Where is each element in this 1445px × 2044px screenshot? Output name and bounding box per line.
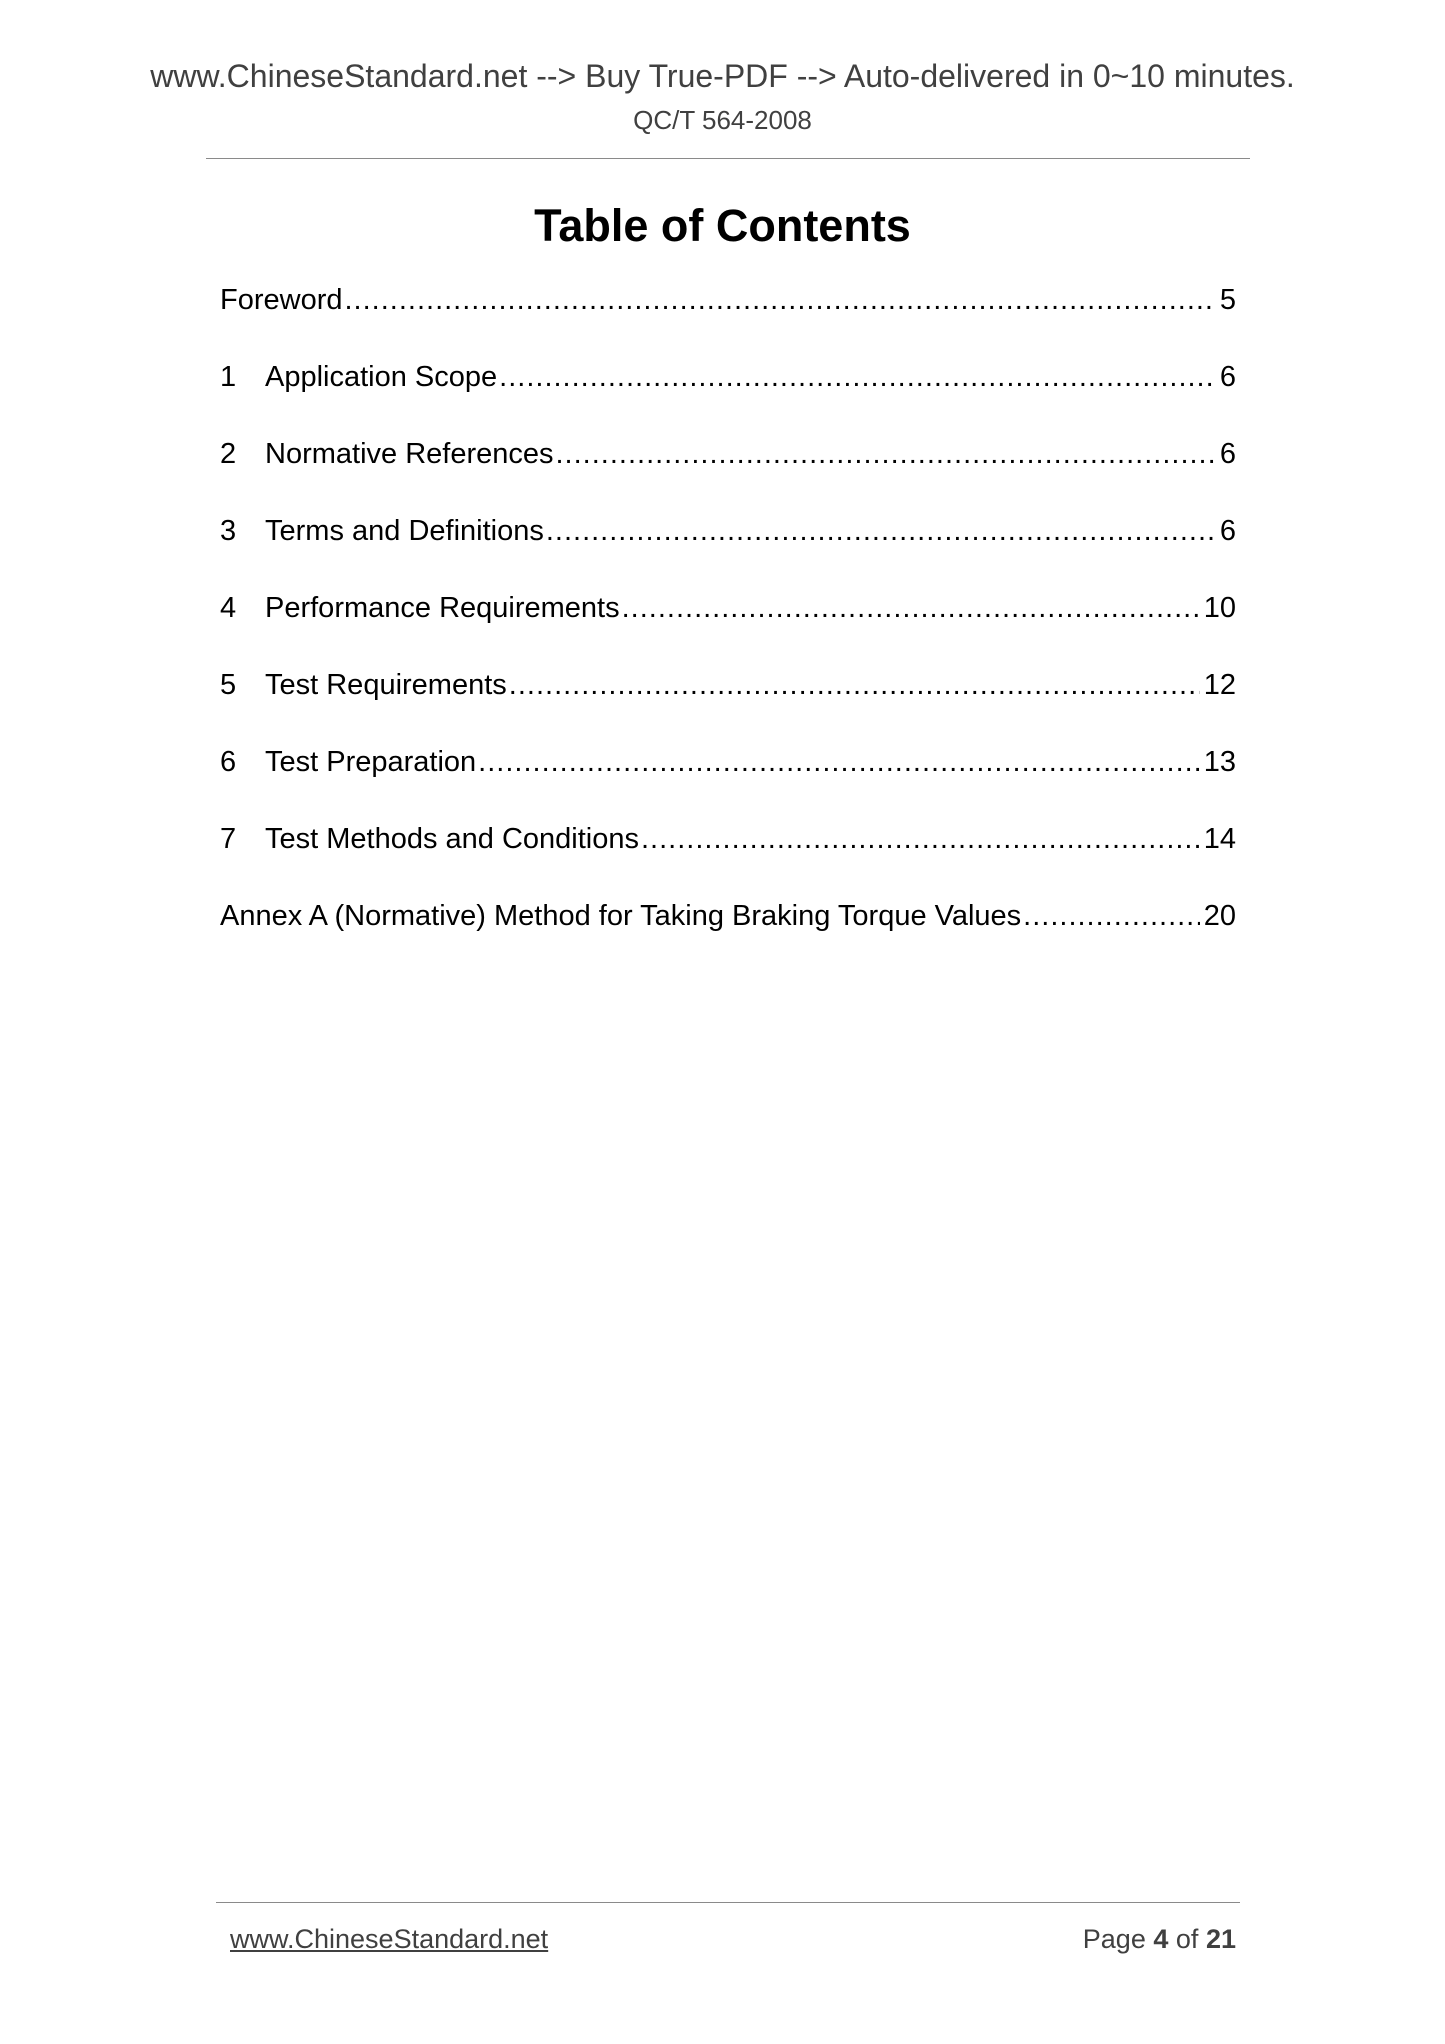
toc-leader-dots bbox=[556, 434, 1216, 474]
toc-leader-dots bbox=[622, 588, 1200, 628]
page-number-prefix: Page bbox=[1082, 1924, 1146, 1954]
toc-entry-page: 6 bbox=[1219, 361, 1236, 393]
toc-entry-page: 5 bbox=[1219, 284, 1236, 316]
toc-entry-terms-and-definitions[interactable] bbox=[220, 511, 1236, 551]
toc-entry-performance-requirements[interactable] bbox=[220, 588, 1236, 628]
toc-entry-title: Test Requirements bbox=[265, 669, 507, 701]
toc-entry-title: Application Scope bbox=[265, 361, 498, 393]
toc-entry-title: Test Preparation bbox=[265, 746, 477, 778]
toc-leader-dots bbox=[345, 280, 1216, 320]
toc-leader-dots bbox=[546, 511, 1216, 551]
toc-leader-dots bbox=[478, 742, 1200, 782]
page-number-of: of bbox=[1175, 1924, 1199, 1954]
toc-entry-title: Normative References bbox=[265, 438, 554, 470]
toc-entry-number: 7 bbox=[220, 823, 237, 855]
toc-entry-title: Foreword bbox=[220, 284, 343, 316]
header-divider bbox=[206, 158, 1250, 159]
toc-entry-title: Performance Requirements bbox=[265, 592, 620, 624]
toc-leader-dots bbox=[499, 357, 1216, 397]
page-number-total: 21 bbox=[1205, 1924, 1236, 1954]
toc-entry-page: 6 bbox=[1219, 515, 1236, 547]
toc-entry-page: 10 bbox=[1203, 592, 1236, 624]
page-number bbox=[1083, 1922, 1236, 1956]
toc-entry-number: 5 bbox=[220, 669, 237, 701]
toc-entry-test-requirements[interactable] bbox=[220, 665, 1236, 705]
toc-entry-test-methods-and-conditions[interactable] bbox=[220, 819, 1236, 859]
footer-divider bbox=[216, 1902, 1240, 1903]
page-number-current: 4 bbox=[1153, 1924, 1169, 1954]
toc-entry-number: 1 bbox=[220, 361, 237, 393]
toc-entry-number: 3 bbox=[220, 515, 237, 547]
toc-leader-dots bbox=[509, 665, 1200, 705]
toc-leader-dots bbox=[1023, 896, 1200, 936]
toc-entry-title: Annex A (Normative) Method for Taking Braking Torque Values bbox=[220, 900, 1022, 932]
toc-entry-normative-references[interactable] bbox=[220, 434, 1236, 474]
toc-leader-dots bbox=[641, 819, 1200, 859]
toc-entry-test-preparation[interactable] bbox=[220, 742, 1236, 782]
toc-entry-number: 2 bbox=[220, 438, 237, 470]
toc-entry-title: Test Methods and Conditions bbox=[265, 823, 639, 855]
toc-entry-foreword[interactable] bbox=[220, 280, 1236, 320]
toc-entry-page: 13 bbox=[1203, 746, 1236, 778]
header-doc-code: QC/T 564-2008 bbox=[633, 105, 812, 135]
toc-entry-number: 4 bbox=[220, 592, 237, 624]
header-banner: www.ChineseStandard.net --> Buy True-PDF --> Auto-delivered in 0~10 minutes. bbox=[150, 58, 1295, 94]
toc-entry-page: 20 bbox=[1203, 900, 1236, 932]
toc-entry-page: 12 bbox=[1203, 669, 1236, 701]
toc-entry-page: 14 bbox=[1203, 823, 1236, 855]
toc-entry-title: Terms and Definitions bbox=[265, 515, 544, 547]
toc-entry-application-scope[interactable] bbox=[220, 357, 1236, 397]
toc-entry-number: 6 bbox=[220, 746, 237, 778]
footer-website-link[interactable]: www.ChineseStandard.net bbox=[230, 1924, 549, 1954]
page-title: Table of Contents bbox=[534, 200, 911, 251]
toc-entry-annex-a[interactable] bbox=[220, 896, 1236, 936]
toc-entry-page: 6 bbox=[1219, 438, 1236, 470]
